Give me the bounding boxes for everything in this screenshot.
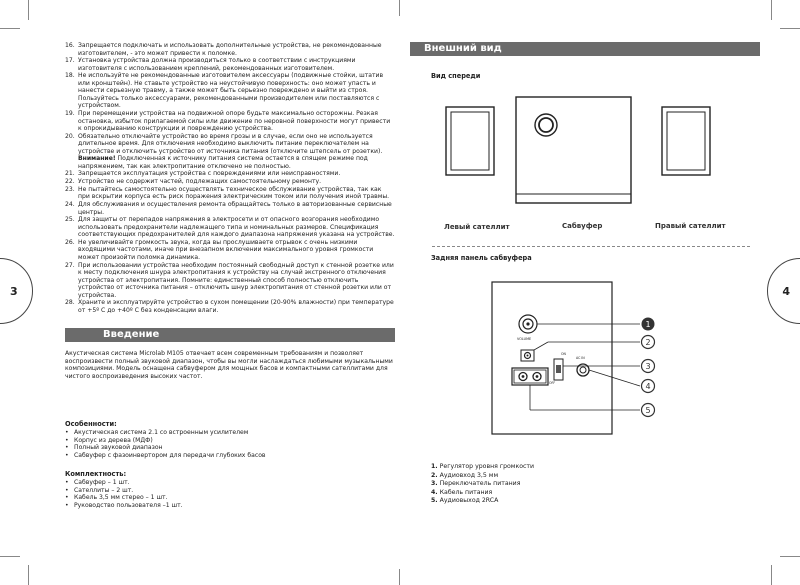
right-satellite-caption: Правый сателлит (655, 222, 726, 230)
legend-item (431, 489, 534, 498)
marker-label: 2 (645, 337, 651, 347)
rule-text: Обязательно отключайте устройство во время грозы и в случае, если оно не используется длительное время. Для отключения необходимо выключить питание переключателем на устройстве и отключить устройство от источника питания (отключите штепсель от розетки). (78, 132, 383, 155)
legend-number: 4. (431, 488, 438, 496)
callout-marker-5 (642, 404, 655, 417)
package-list (65, 479, 183, 510)
features-heading: Особенности: (65, 420, 117, 428)
rule-number: 22. (65, 178, 75, 186)
rule-item (65, 299, 395, 314)
callout-marker-1 (642, 318, 655, 331)
rule-number: 21. (65, 170, 75, 178)
rule-text: Не увеличивайте громкость звука, когда вы прослушиваете отрывок с очень низкими входящими частотами, иначе при внезапном включении максимального уровня громкости может произойти поломка динамика. (78, 238, 374, 261)
crop-mark (28, 565, 29, 585)
feature-item: • Корпус из дерева (МДФ) (65, 437, 266, 445)
appearance-section-header: Внешний вид (410, 42, 760, 56)
package-item: • Руководство пользователя –1 шт. (65, 502, 183, 510)
rule-number: 28. (65, 299, 75, 307)
rule-number: 19. (65, 110, 75, 118)
legend-item (431, 463, 534, 472)
rule-item (65, 201, 395, 216)
marker-label: 5 (645, 405, 651, 415)
volume-label: VOLUME (517, 337, 532, 341)
page-number-tab-left (0, 258, 33, 324)
legend-text: Кабель питания (439, 488, 493, 496)
subwoofer-caption: Сабвуфер (562, 222, 603, 230)
legend-text: Регулятор уровня громкости (439, 463, 535, 470)
rule-text: Устройство не содержит частей, подлежащих самостоятельному ремонту. (78, 178, 322, 186)
marker-label: 4 (645, 381, 651, 391)
right-satellite-drawing (662, 107, 710, 175)
rule-text: Установка устройства должна производиться только в соответствии с инструкциями изготовителя с использованием креплений, рекомендованных изготовителем. (78, 57, 356, 72)
page-number-left: 3 (10, 285, 18, 298)
callout-marker-3 (642, 360, 655, 373)
rear-panel-legend (431, 463, 534, 506)
legend-number: 2. (431, 471, 438, 479)
package-item: • Сабвуфер – 1 шт. (65, 479, 183, 487)
crop-mark (771, 0, 772, 20)
legend-text: Аудиовыход 2RCA (439, 497, 499, 504)
switch-off-label: OFF (549, 381, 556, 385)
rear-panel-illustration (490, 280, 670, 440)
rule-number: 17. (65, 57, 75, 65)
rule-item (65, 239, 395, 262)
rule-item (65, 57, 395, 72)
rule-number: 23. (65, 185, 75, 193)
legend-number: 5. (431, 497, 438, 504)
intro-section-header: Введение (65, 328, 395, 342)
rule-number: 16. (65, 42, 75, 49)
warning-text: Подключенная к источнику питания система остается в спящем режиме под напряжением, так как электропитание отключено не полностью. (78, 155, 368, 170)
package-heading: Комплектность: (65, 470, 127, 478)
rule-text: Не используйте не рекомендованные изготовителем аксессуары (подвижные стойки, штатив или кронштейн). Не ставьте устройство на неустойчивую поверхность: оно может упасть и нанести серьезную травму, а также может быть серьезно повреждено и выйти из строя. Пользуйтесь только аксессуарами, рекомендованными производителем или поставляются с устройством. (78, 72, 384, 110)
rule-text: Для обслуживания и осуществления ремонта обращайтесь только в авторизованные сервисные центры. (78, 201, 392, 216)
package-item: • Сателлиты – 2 шт. (65, 487, 183, 495)
rule-item (65, 72, 395, 110)
switch-on-label: ON (561, 352, 566, 356)
center-fold-mark (399, 569, 400, 585)
front-view-heading: Вид спереди (431, 72, 481, 80)
center-fold-mark (399, 0, 400, 16)
crop-mark (780, 28, 800, 29)
warning-title: Внимание! (78, 155, 116, 163)
features-list (65, 429, 266, 460)
page-number-right: 4 (782, 285, 790, 298)
section-divider (432, 246, 750, 247)
audio-input-jack-icon (521, 350, 534, 361)
rule-item (65, 170, 395, 178)
rule-number: 20. (65, 132, 75, 140)
page-number-tab-right (767, 258, 800, 324)
feature-item: • Акустическая система 2.1 со встроенным усилителем (65, 429, 266, 437)
marker-label: 1 (645, 319, 651, 329)
rear-panel-heading: Задняя панель сабвуфера (431, 254, 532, 262)
safety-rules-list (65, 42, 395, 314)
legend-item (431, 497, 534, 506)
legend-text: Аудиовход 3,5 мм (439, 471, 499, 479)
rule-text: При использовании устройства необходим постоянный свободный доступ к стенной розетке или к месту подключения шнура электропитания к устройству на случай экстренного отключения устройства от электропитания. Помните: единственный способ полностью отключить устройство от источника питания – отключить шнур электропитания от стенной розетки или от устройства. (78, 261, 394, 299)
intro-paragraph: Акустическая система Microlab M105 отвечает всем современным требованиям и позволяет воспроизвести полный звуковой диапазон, чтобы вы могли наслаждаться любимыми музыкальными композициями. Модель оснащена сабвуфером для мощных басов и компактными сателлитами для чистого воспроизведения высоких частот. (65, 350, 393, 380)
front-view-illustration (430, 90, 750, 220)
rule-text: Не пытайтесь самостоятельно осуществлять техническое обслуживание устройства, так как при вскрытии корпуса есть риск поражения электрическим током или получения иной травмы. (78, 185, 390, 201)
rule-number: 18. (65, 72, 75, 80)
power-switch-icon (554, 359, 563, 380)
rule-text: Для защиты от перепадов напряжения в электросети и от опасного возгорания необходимо использовать предохранители надлежащего типа и номинальных размеров. Спецификация соответствующих предохранителей для каждого диапазона напряжения указана на устройстве. (78, 216, 395, 239)
rule-item (65, 110, 395, 133)
subwoofer-drawing (516, 97, 631, 203)
feature-item: • Сабвуфер с фазоинвертором для передачи глубоких басов (65, 452, 266, 460)
rule-item (65, 262, 395, 300)
rule-item (65, 186, 395, 201)
crop-mark (28, 0, 29, 20)
feature-item: • Полный звуковой диапазон (65, 444, 266, 452)
rule-number: 24. (65, 201, 75, 208)
rule-number: 26. (65, 238, 75, 246)
rule-text: Запрещается подключать и использовать дополнительные устройства, не рекомендованные изготовителем, - это может привести к поломке. (78, 42, 382, 57)
legend-number: 1. (431, 463, 438, 470)
legend-number: 3. (431, 480, 438, 487)
rule-item (65, 178, 395, 186)
marker-label: 3 (645, 361, 651, 371)
rule-item (65, 133, 395, 171)
callout-marker-2 (642, 336, 655, 349)
rule-number: 27. (65, 261, 75, 269)
rule-text: Запрещается эксплуатация устройства с повреждениями или неисправностями. (78, 170, 341, 178)
legend-item (431, 472, 534, 481)
rule-item (65, 42, 395, 57)
volume-knob-icon (519, 315, 537, 333)
legend-text: Переключатель питания (439, 480, 521, 487)
rule-text: При перемещении устройства на подвижной опоре будьте максимально осторожны. Резкая остановка, избыток прилагаемой силы или движение по неровной поверхности могут привести к опрокидыванию конструкции и повреждению устройства. (78, 110, 391, 133)
package-item: • Кабель 3,5 мм стерео – 1 шт. (65, 494, 183, 502)
rule-text: Храните и эксплуатируйте устройство в сухом помещении (20-90% влажности) при температуре от +5º С до +40º С без конденсации влаги. (78, 299, 394, 314)
left-satellite-drawing (446, 107, 494, 175)
crop-mark (780, 556, 800, 557)
crop-mark (0, 556, 20, 557)
left-satellite-caption: Левый сателлит (444, 223, 510, 231)
crop-mark (771, 565, 772, 585)
rca-output-icon (512, 368, 548, 385)
callout-marker-4 (642, 380, 655, 393)
ac-input-label: AC IN (576, 356, 585, 360)
crop-mark (0, 28, 20, 29)
legend-item (431, 480, 534, 489)
rule-number: 25. (65, 216, 75, 224)
rule-item (65, 216, 395, 239)
